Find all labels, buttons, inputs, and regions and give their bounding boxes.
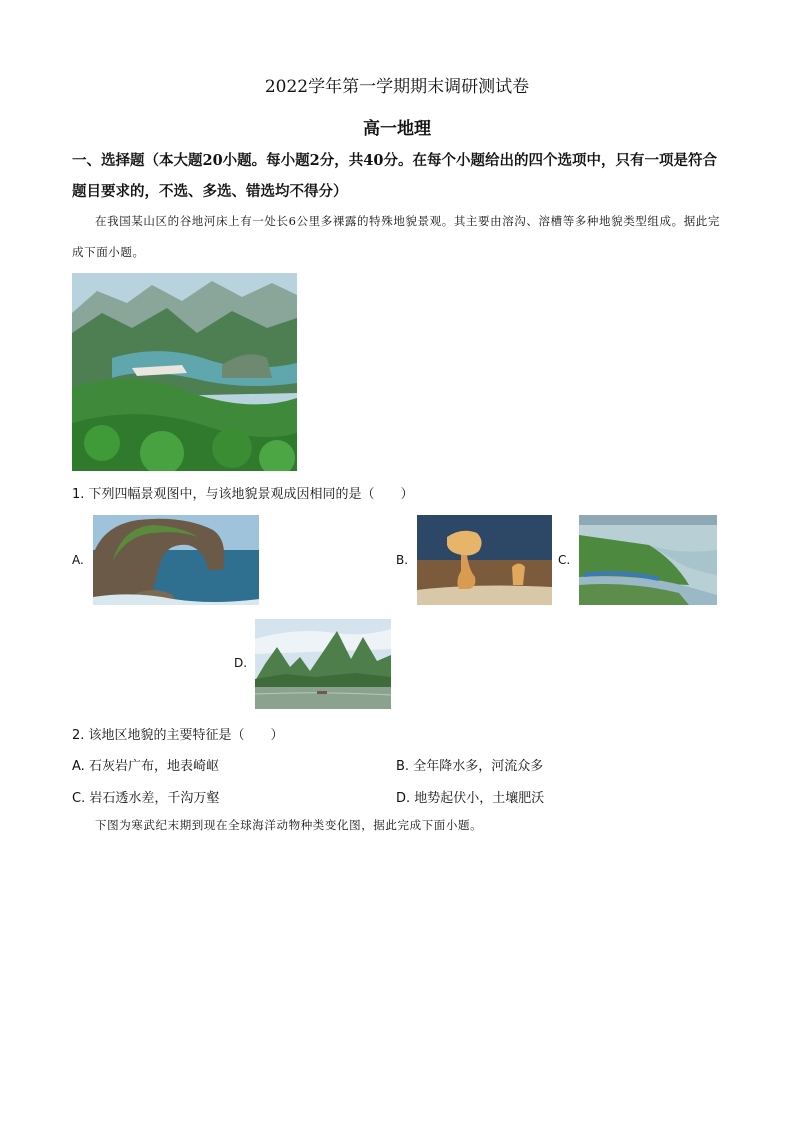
q2-option-c-label: C.	[72, 791, 86, 806]
exam-subject: 高一地理	[363, 119, 431, 139]
exam-title: 2022学年第一学期期末调研测试卷	[264, 77, 530, 97]
section-heading: 一、选择题（本大题20小题。每小题2分，共40分。在每个小题给出的四个选项中，只有一项是符合题目要求的，不选、多选、错选均不得分）	[72, 152, 717, 200]
q2-option-b-text: 全年降水多，河流众多	[413, 759, 544, 774]
q2-option-d[interactable]	[396, 787, 544, 806]
q2-option-a[interactable]	[72, 755, 219, 774]
option-c-label: C.	[558, 553, 571, 567]
question-2-stem: 2. 该地区地貌的主要特征是（ ）	[72, 728, 284, 743]
outro-paragraph: 下图为寒武纪末期到现在全球海洋动物种类变化图，据此完成下面小题。	[95, 818, 483, 832]
question-1-stem: 1. 下列四幅景观图中，与该地貌景观成因相同的是（ ）	[72, 487, 414, 502]
q2-option-a-label: A.	[72, 759, 85, 774]
q2-option-c[interactable]	[72, 787, 219, 806]
option-a-label: A.	[72, 553, 84, 567]
q2-option-c-text: 岩石透水差，千沟万壑	[89, 791, 220, 806]
karst-peaks-photo[interactable]	[255, 619, 391, 709]
river-delta-photo[interactable]	[579, 515, 717, 605]
mushroom-rock-photo[interactable]	[417, 515, 552, 605]
option-b-label: B.	[396, 553, 409, 567]
sea-arch-photo[interactable]	[93, 515, 259, 605]
intro-paragraph: 在我国某山区的谷地河床上有一处长6公里多裸露的特殊地貌景观。其主要由溶沟、溶槽等多种地貌类型组成。据此完成下面小题。	[72, 214, 721, 259]
q2-option-b[interactable]	[396, 755, 543, 774]
q2-option-b-label: B.	[396, 759, 410, 774]
valley-landscape-photo	[72, 273, 297, 471]
q2-option-a-text: 石灰岩广布，地表崎岖	[88, 759, 219, 774]
option-d-label: D.	[234, 656, 248, 670]
q2-option-d-label: D.	[396, 791, 411, 806]
q2-option-d-text: 地势起伏小，土壤肥沃	[414, 791, 545, 806]
